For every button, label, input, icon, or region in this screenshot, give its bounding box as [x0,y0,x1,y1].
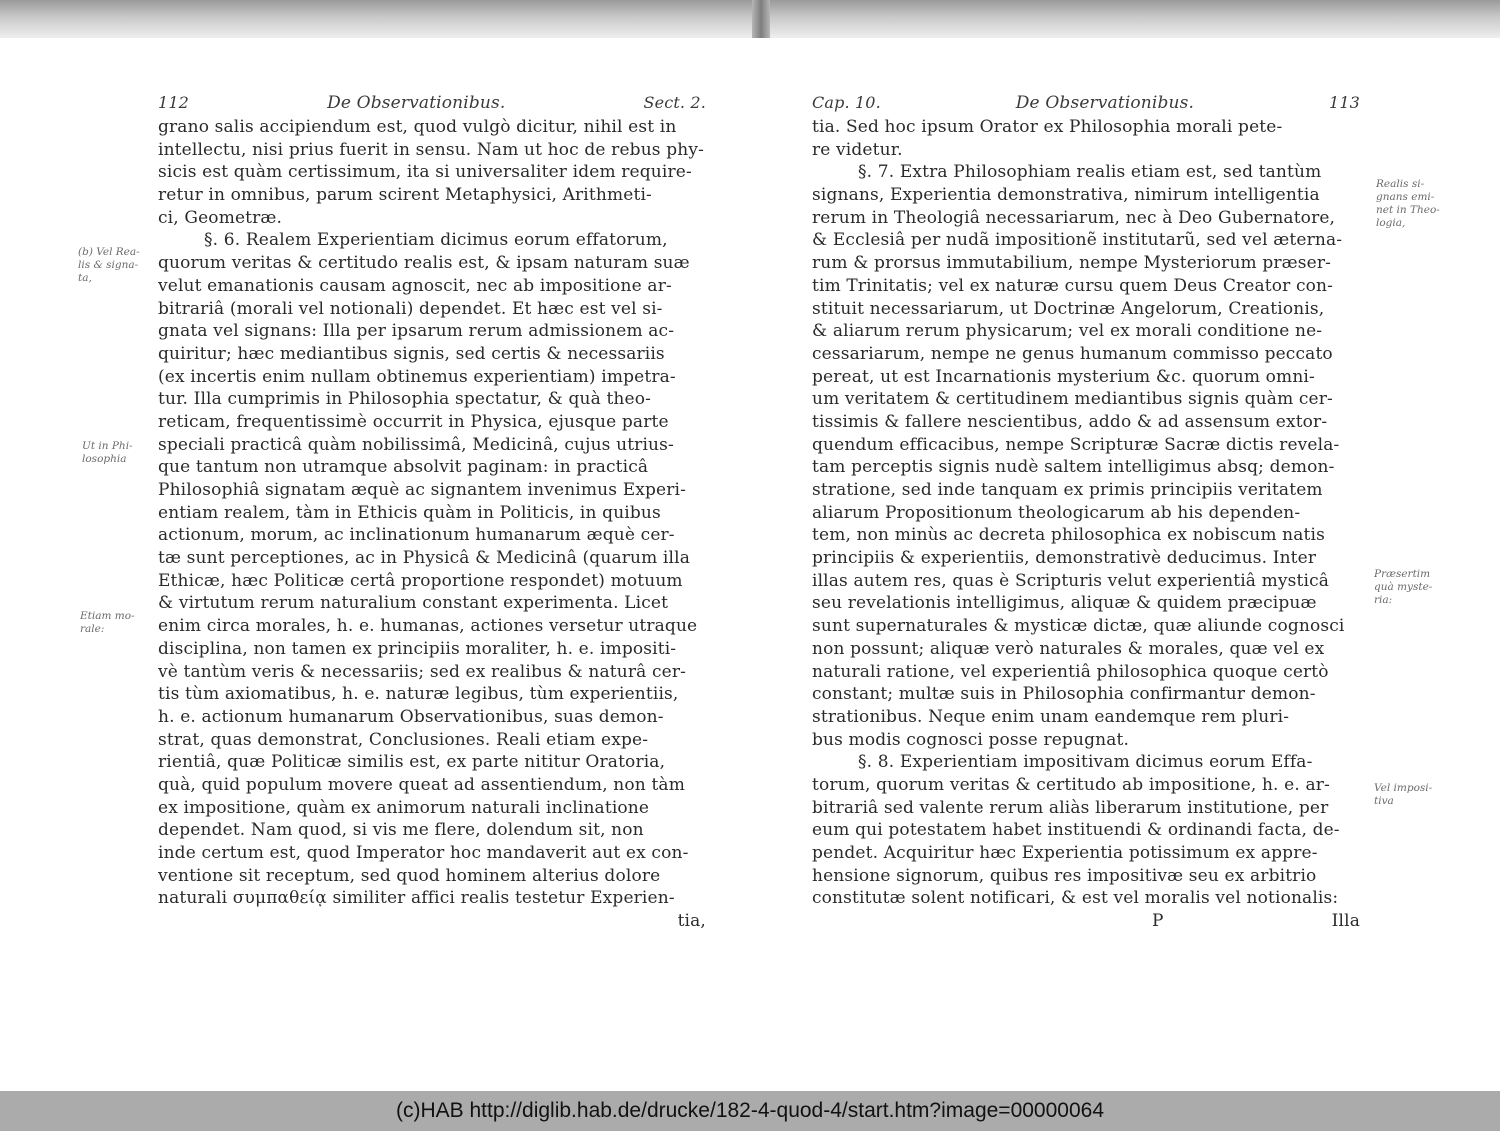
text-line: stratione, sed inde tanquam ex primis principiis veritatem [812,480,1323,500]
text-line: hensione signorum, quibus res impositivæ seu ex arbitrio [812,865,1317,886]
text-line: ventione sit receptum, sed quod hominem alterius dolore [158,865,661,886]
right-page [812,92,1360,933]
text-line: quendum efficacibus, nempe Scripturæ Sacræ dictis revela- [812,434,1340,455]
text-line: non possunt; aliquæ verò naturales & morales, quæ vel ex [812,638,1325,659]
text-line: strat, quas demonstrat, Conclusiones. Reali etiam expe- [158,729,649,750]
left-margin-note-3: Etiam mo- rale: [80,610,135,635]
text-line: retur in omnibus, parum scirent Metaphysici, Arithmeti- [158,185,652,206]
left-margin-note-2: Ut in Phi- losophia [82,440,133,465]
left-section-label: Sect. 2. [643,93,706,112]
text-line: strationibus. Neque enim unam eandemque rem pluri- [812,706,1290,727]
text-line: naturali συμπαθείᾳ similiter affici realis testetur Experien- [158,888,675,909]
page-footer-line [812,910,1360,933]
text-line: naturali ratione, vel experientiâ philosophica quoque certò [812,661,1329,682]
text-line: bus modis cognosci posse repugnat. [812,729,1130,750]
right-chapter-label: Cap. 10. [812,93,881,112]
text-line: Ethicæ, hæc Politicæ certâ proportione respondet) motuum [158,570,683,591]
text-line: constitutæ solent notificari, & est vel moralis vel notionalis: [812,888,1339,909]
footer-url-text: (c)HAB http://diglib.hab.de/drucke/182-4-quod-4/start.htm?image=00000064 [395,1099,1104,1122]
text-line: principiis & experientiis, demonstrativè deducimus. Inter [812,548,1317,569]
text-line: pendet. Acquiritur hæc Experientia potissimum ex appre- [812,843,1318,863]
text-line: torum, quorum veritas & certitudo ab impositione, h. e. ar- [812,774,1330,795]
text-line: tim Trinitatis; vel ex naturæ cursu quem Deus Creator con- [812,275,1334,296]
text-line: rerum in Theologiâ necessariarum, nec à Deo Gubernatore, [812,207,1336,228]
text-line: velut emanationis causam agnoscit, nec ab impositione ar- [158,275,672,296]
catchword: Illa [1331,911,1360,932]
text-line: (ex incertis enim nullam obtinemus experientiam) impetra- [158,366,676,387]
text-line: & aliarum rerum physicarum; vel ex morali conditione ne- [812,321,1323,342]
text-line: pereat, ut est Incarnationis mysterium &c. quorum omni- [812,366,1315,387]
text-line: & Ecclesiâ per nudã impositionẽ institutarũ, sed vel æterna- [812,230,1343,251]
text-line: bitrariâ (morali vel notionali) dependet. Et hæc est vel si- [158,298,663,319]
right-margin-note-1: Realis si- gnans emi- net in Theo- logia, [1376,178,1440,229]
right-running-title: De Observationibus. [1015,93,1195,113]
right-margin-note-3: Vel imposi- tiva [1374,782,1433,807]
text-line: intellectu, nisi prius fuerit in sensu. Nam ut hoc de rebus phy- [158,139,704,160]
text-line: h. e. actionum humanarum Observationibus, suas demon- [158,706,664,727]
text-line: quà, quid populum movere queat ad assentiendum, non tàm [158,774,685,795]
signature-mark: P [1152,911,1164,932]
text-line: que tantum non utramque absolvit paginam: in practicâ [158,457,649,478]
text-line: enim circa morales, h. e. humanas, actiones versetur utraque [158,616,698,637]
text-line: Philosophiâ signatam æquè ac signantem invenimus Experi- [158,480,686,500]
text-line: tia. Sed hoc ipsum Orator ex Philosophia morali pete- [812,117,1283,137]
book-fold-shadow [752,0,770,38]
text-line: reticam, frequentissimè occurrit in Physica, ejusque parte [158,411,669,432]
text-line: tissimis & fallere nescientibus, addo & ad assensum extor- [812,411,1328,432]
text-line: §. 8. Experientiam impositivam dicimus eorum Effa- [858,752,1313,773]
right-text-block [812,116,1360,910]
text-line: um veritatem & certitudinem mediantibus signis quàm cer- [812,389,1333,410]
left-running-header [158,92,706,114]
text-line: ex impositione, quàm ex animorum naturali inclinatione [158,797,650,818]
text-line: quorum veritas & certitudo realis est, & ipsam naturam suæ [158,253,690,274]
text-line: tia, [677,911,706,932]
text-line: illas autem res, quas è Scripturis velut experientiâ mysticâ [812,570,1330,591]
text-line: constant; multæ suis in Philosophia confirmantur demon- [812,684,1316,705]
text-line: grano salis accipiendum est, quod vulgò dicitur, nihil est in [158,117,677,137]
text-line: tis tùm axiomatibus, h. e. naturæ legibus, tùm experientiis, [158,684,679,705]
text-line: & virtutum rerum naturalium constant experimenta. Licet [158,593,669,614]
text-line: eum qui potestatem habet instituendi & ordinandi facta, de- [812,820,1340,841]
copyright-footer [0,1091,1500,1131]
text-line: rum & prorsus immutabilium, nempe Mysteriorum præser- [812,253,1332,274]
text-line: disciplina, non tamen ex principiis moraliter, h. e. impositi- [158,638,677,659]
text-line: §. 7. Extra Philosophiam realis etiam est, sed tantùm [858,162,1322,183]
text-line: vè tantùm veris & necessariis; sed ex realibus & naturâ cer- [158,661,687,682]
left-running-title: De Observationibus. [327,93,506,113]
text-line: quiritur; hæc mediantibus signis, sed certis & necessariis [158,343,665,364]
text-line: seu revelationis intelligimus, aliquæ & quidem præcipuæ [812,593,1317,614]
text-line: tur. Illa cumprimis in Philosophia spectatur, & quà theo- [158,389,652,410]
text-line: aliarum Propositionum theologicarum ab his dependen- [812,502,1301,523]
text-line: gnata vel signans: Illa per ipsarum rerum admissionem ac- [158,321,675,342]
text-line: tæ sunt perceptiones, ac in Physicâ & Medicinâ (quarum illa [158,548,690,569]
text-line: stituit necessariarum, ut Doctrinæ Angelorum, Creationis, [812,298,1325,319]
text-line: entiam realem, tàm in Ethicis quàm in Politicis, in quibus [158,502,661,523]
text-line: sicis est quàm certissimum, ita si universaliter idem require- [158,162,692,183]
text-line: inde certum est, quod Imperator hoc mandaverit aut ex con- [158,843,689,863]
text-line: rientiâ, quæ Politicæ similis est, ex parte nititur Oratoria, [158,752,666,773]
right-margin-note-2: Præsertim quà myste- ria: [1374,568,1433,606]
text-line: ci, Geometræ. [158,207,283,228]
scan-top-edge [0,0,1500,38]
left-text-block [158,116,706,933]
text-line: actionum, morum, ac inclinationum humanarum æquè cer- [158,525,675,546]
text-line: speciali practicâ quàm nobilissimâ, Medicinâ, cujus utrius- [158,434,674,455]
text-line: sunt supernaturales & mysticæ dictæ, quæ aliunde cognosci [812,616,1345,637]
text-line: tem, non minùs ac decreta philosophica ex nobiscum natis [812,525,1325,546]
left-page [158,92,706,933]
text-line: §. 6. Realem Experientiam dicimus eorum effatorum, [204,230,668,251]
left-margin-note-1: (b) Vel Rea- lis & signa- ta, [78,246,140,284]
text-line: cessariarum, nempe ne genus humanum commisso peccato [812,343,1333,364]
text-line: bitrariâ sed valente rerum aliàs liberarum institutione, per [812,797,1329,818]
right-page-number: 113 [1328,93,1360,112]
right-running-header [812,92,1360,114]
text-line: signans, Experientia demonstrativa, nimirum intelligentia [812,185,1320,206]
text-line: re videtur. [812,139,903,160]
text-line: dependet. Nam quod, si vis me flere, dolendum sit, non [158,820,644,841]
left-page-number: 112 [158,93,189,112]
text-line: tam perceptis signis nudè saltem intelligimus absq; demon- [812,457,1335,478]
